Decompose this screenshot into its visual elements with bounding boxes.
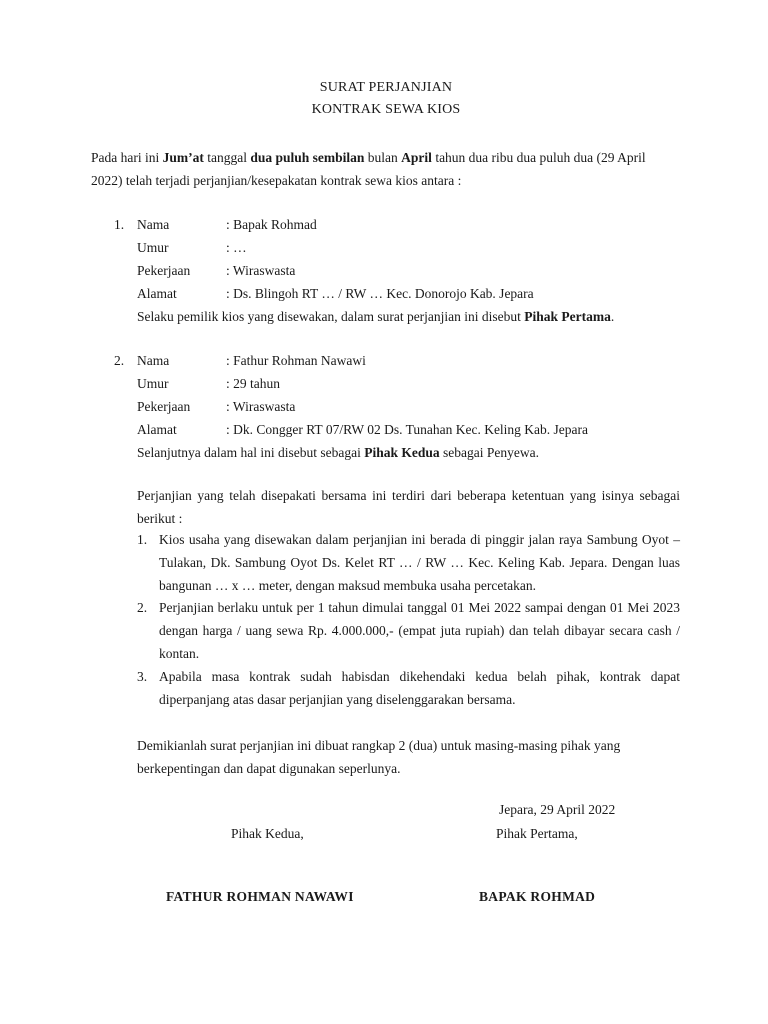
intro-day: Jum’at (162, 150, 204, 165)
term-item (137, 597, 680, 665)
field-value: : Ds. Blingoh RT … / RW … Kec. Donorojo Kab. Jepara (226, 286, 534, 301)
party-field-row (114, 349, 694, 372)
field-label: Nama (137, 217, 170, 232)
party-role: Pihak Kedua (364, 445, 440, 460)
intro-text: bulan (364, 150, 402, 165)
field-value: : Wiraswasta (226, 263, 296, 278)
intro-text: Pada hari ini (91, 150, 163, 165)
party-field-row (114, 259, 694, 282)
terms-list (137, 529, 680, 711)
field-value: : … (226, 240, 247, 255)
closing-paragraph: Demikianlah surat perjanjian ini dibuat rangkap 2 (dua) untuk masing-masing pihak yang berkepentingan dan dapat digunakan seperlunya. (137, 738, 621, 776)
intro-paragraph (91, 146, 680, 192)
intro-date-words: dua puluh sembilan (250, 150, 365, 165)
party-number: 2. (114, 353, 125, 368)
note-text: sebagai Penyewa. (439, 445, 539, 460)
field-value: : Fathur Rohman Nawawi (226, 353, 366, 368)
term-number: 1. (137, 532, 148, 547)
party-role: Pihak Pertama (524, 309, 611, 324)
signature-label-right: Pihak Pertama, (496, 826, 578, 841)
term-number: 3. (137, 668, 148, 684)
party-number: 1. (114, 217, 125, 232)
document-subtitle: KONTRAK SEWA KIOS (311, 102, 461, 117)
party-field-row (114, 395, 694, 418)
note-text: Selaku pemilik kios yang disewakan, dalam surat perjanjian ini disebut (137, 309, 525, 324)
field-label: Alamat (137, 286, 177, 301)
term-item (137, 529, 680, 597)
term-text: Apabila masa kontrak sudah habisdan dikehendaki kedua belah pihak, kontrak dapat diperpanjang atas dasar perjanjian yang diselenggarakan bersama. (159, 668, 680, 707)
party-field-row (114, 282, 694, 305)
party-field-row (114, 213, 694, 236)
term-text: Kios usaha yang disewakan dalam perjanjian ini berada di pinggir jalan raya Sambung Oyot – Tulakan, Dk. Sambung Oyot Ds. Kelet RT … / RW … Kec. Keling Kab. Jepara. Dengan luas bangunan … x … meter, dengan maksud membuka usaha percetakan. (159, 532, 680, 593)
signature-label-left: Pihak Kedua, (231, 826, 304, 841)
field-value: : Dk. Congger RT 07/RW 02 Ds. Tunahan Kec. Keling Kab. Jepara (226, 422, 589, 437)
party-note (114, 441, 694, 464)
term-number: 2. (137, 600, 148, 616)
field-label: Alamat (137, 422, 177, 437)
intro-text: tanggal (203, 150, 251, 165)
terms-intro: Perjanjian yang telah disepakati bersama ini terdiri dari beberapa ketentuan yang isinya sebagai berikut : (137, 488, 680, 526)
party-2-block (114, 349, 694, 464)
intro-month: April (401, 150, 432, 165)
party-1-block (114, 213, 694, 328)
note-text: . (610, 309, 615, 324)
party-field-row (114, 236, 694, 259)
field-label: Pekerjaan (137, 263, 191, 278)
signatory-name-left: FATHUR ROHMAN NAWAWI (166, 889, 354, 904)
term-text: Perjanjian berlaku untuk per 1 tahun dimulai tanggal 01 Mei 2022 sampai dengan 01 Mei 2023 dengan harga / uang sewa Rp. 4.000.000,- (empat juta rupiah) dan telah dibayar secara cash / kontan. (159, 600, 680, 661)
field-label: Pekerjaan (137, 399, 191, 414)
party-note (114, 305, 694, 328)
field-value: : Wiraswasta (226, 399, 296, 414)
party-field-row (114, 372, 694, 395)
field-value: : 29 tahun (226, 376, 280, 391)
intro-text: tahun dua ribu dua puluh dua (29 April 2022) telah terjadi perjanjian/kesepakatan kontrak sewa kios antara : (91, 150, 646, 188)
field-value: : Bapak Rohmad (226, 217, 317, 232)
place-date: Jepara, 29 April 2022 (499, 802, 616, 817)
field-label: Umur (137, 376, 169, 391)
field-label: Umur (137, 240, 169, 255)
field-label: Nama (137, 353, 170, 368)
signatory-name-right: BAPAK ROHMAD (479, 889, 596, 904)
note-text: Selanjutnya dalam hal ini disebut sebagai (137, 445, 365, 460)
document-title: SURAT PERJANJIAN (319, 80, 453, 95)
party-field-row (114, 418, 694, 441)
term-item (137, 666, 680, 712)
